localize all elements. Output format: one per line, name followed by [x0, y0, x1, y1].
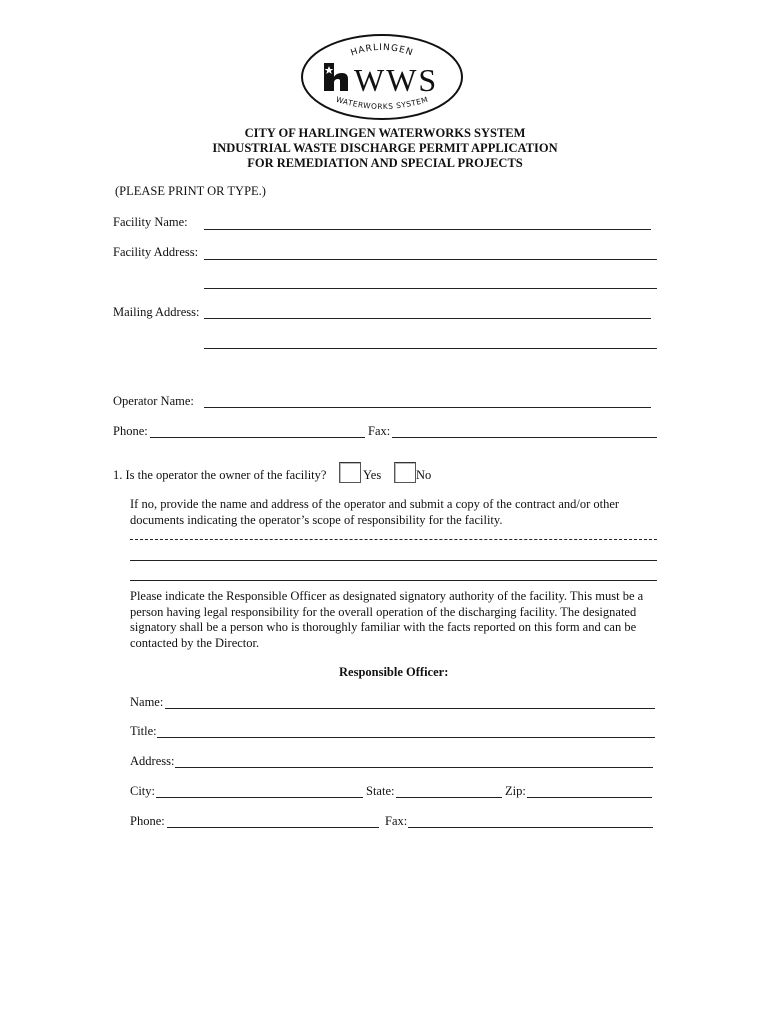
- harlingen-wws-logo: [300, 33, 464, 121]
- responsible-officer-heading: Responsible Officer:: [339, 665, 449, 679]
- officer-zip-label: Zip:: [505, 784, 526, 798]
- logo-top-text: HARLINGEN: [349, 42, 415, 59]
- operator-name-field[interactable]: [204, 407, 651, 408]
- officer-fax-field[interactable]: [408, 827, 653, 828]
- operator-details-line-3[interactable]: [130, 580, 657, 581]
- fax-field[interactable]: [392, 437, 657, 438]
- facility-address-field-2[interactable]: [204, 288, 657, 289]
- officer-zip-field[interactable]: [527, 797, 652, 798]
- phone-field[interactable]: [150, 437, 365, 438]
- yes-checkbox[interactable]: [339, 462, 361, 483]
- logo-bottom-text: WATERWORKS SYSTEM: [334, 94, 430, 112]
- logo-emblem: [324, 63, 348, 91]
- operator-details-line-2[interactable]: [130, 560, 657, 561]
- facility-address-field-1[interactable]: [204, 259, 657, 260]
- question-1-text: 1. Is the operator the owner of the facility?: [113, 468, 327, 482]
- officer-title-label: Title:: [130, 724, 157, 738]
- officer-name-field[interactable]: [165, 708, 655, 709]
- officer-state-label: State:: [366, 784, 395, 798]
- officer-title-field[interactable]: [157, 737, 655, 738]
- officer-city-label: City:: [130, 784, 156, 798]
- header-line-2: INDUSTRIAL WASTE DISCHARGE PERMIT APPLICATION: [212, 141, 558, 155]
- officer-phone-label: Phone:: [130, 814, 165, 828]
- officer-city-field[interactable]: [156, 797, 363, 798]
- yes-label: Yes: [363, 468, 382, 482]
- officer-state-field[interactable]: [396, 797, 502, 798]
- mailing-address-label: Mailing Address:: [113, 305, 200, 319]
- operator-details-line-1[interactable]: [130, 539, 657, 540]
- responsible-officer-instructions: Please indicate the Responsible Officer as designated signatory authority of the facility. This must be a person having legal responsibility for the overall operation of the discharging facility. The designated signatory shall be a person who is thoroughly familiar with the facts reported on this form and can be contacted by the Director.: [130, 589, 644, 650]
- no-checkbox[interactable]: [394, 462, 416, 483]
- header-line-1: CITY OF HARLINGEN WATERWORKS SYSTEM: [244, 126, 526, 140]
- facility-address-label: Facility Address:: [113, 245, 199, 259]
- instructions: (PLEASE PRINT OR TYPE.): [115, 184, 266, 198]
- if-no-instructions: If no, provide the name and address of the operator and submit a copy of the contract and/or other documents indicating the operator’s scope of responsibility for the facility.: [130, 497, 620, 527]
- logo-main-text: WWS: [354, 62, 439, 98]
- officer-fax-label: Fax:: [385, 814, 408, 828]
- officer-address-field[interactable]: [175, 767, 653, 768]
- no-label: No: [416, 468, 432, 482]
- header-line-3: FOR REMEDIATION AND SPECIAL PROJECTS: [247, 156, 523, 170]
- mailing-address-field-1[interactable]: [204, 318, 651, 319]
- officer-name-label: Name:: [130, 695, 164, 709]
- fax-label: Fax:: [368, 424, 391, 438]
- operator-name-label: Operator Name:: [113, 394, 194, 408]
- facility-name-label: Facility Name:: [113, 215, 188, 229]
- facility-name-field[interactable]: [204, 229, 651, 230]
- mailing-address-field-2[interactable]: [204, 348, 657, 349]
- officer-address-label: Address:: [130, 754, 175, 768]
- officer-phone-field[interactable]: [167, 827, 379, 828]
- svg-text:HARLINGEN: [349, 43, 414, 59]
- phone-label: Phone:: [113, 424, 148, 438]
